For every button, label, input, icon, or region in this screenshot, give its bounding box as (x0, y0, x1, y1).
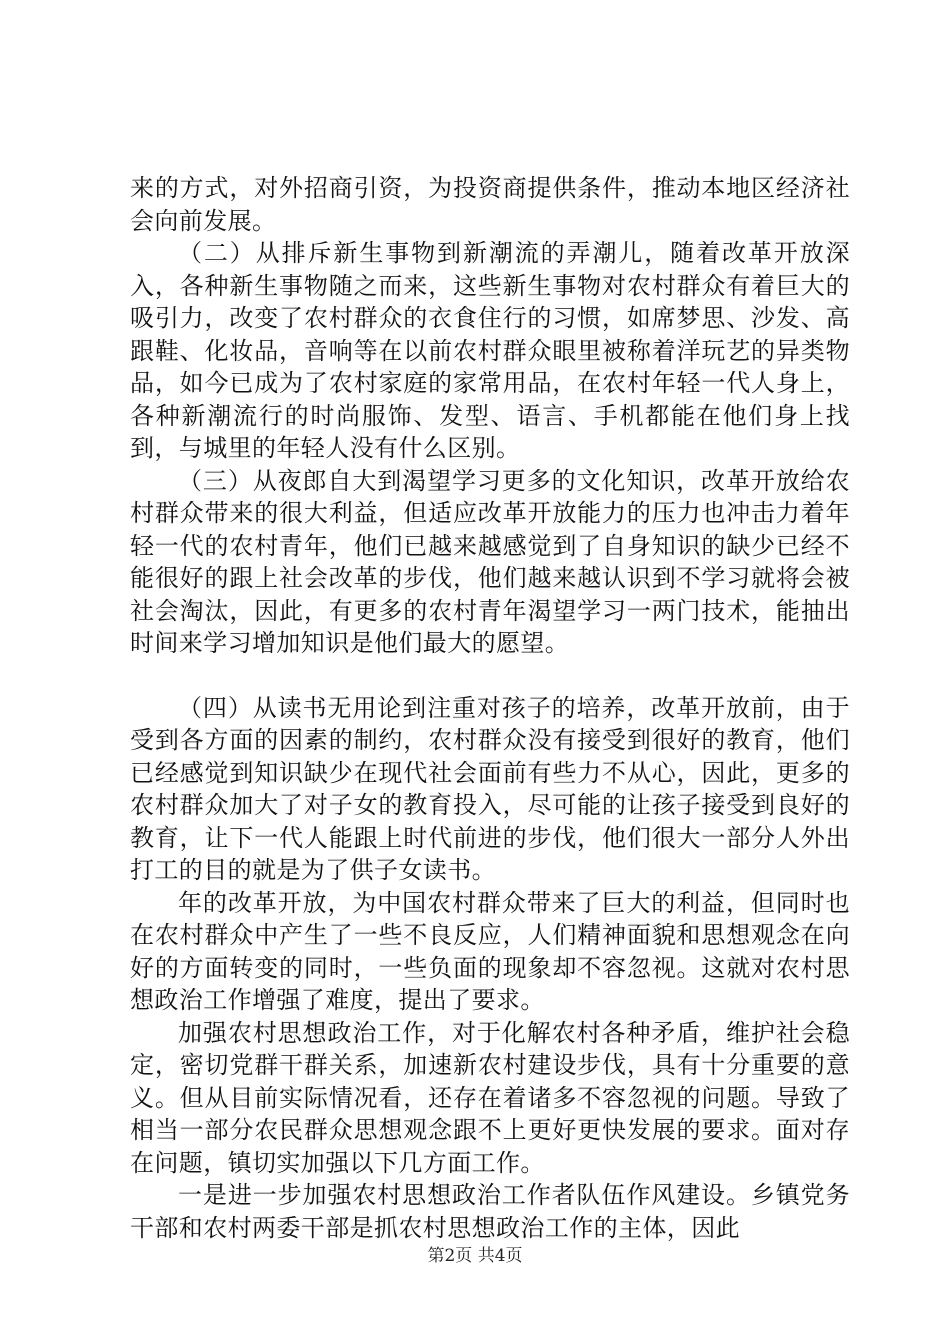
paragraph-section-three: （三）从夜郎自大到渴望学习更多的文化知识，改革开放给农村群众带来的很大利益，但适应改革开放能力的压力也冲击力着年轻一代的农村青年，他们已越来越感觉到了自身知识的缺少已经不能很好的跟上社会改革的步伐，他们越来越认识到不学习就将会被社会淘汰，因此，有更多的农村青年渴望学习一两门技术，能抽出时间来学习增加知识是他们最大的愿望。 (130, 466, 850, 657)
document-body (130, 172, 850, 1244)
paragraph-section-four: （四）从读书无用论到注重对孩子的培养，改革开放前，由于受到各方面的因素的制约，农村群众没有接受到很好的教育，他们已经感觉到知识缺少在现代社会面前有些力不从心，因此，更多的农村群众加大了对子女的教育投入，尽可能的让孩子接受到良好的教育，让下一代人能跟上时代前进的步伐，他们很大一部分人外出打工的目的就是为了供子女读书。 (130, 693, 850, 884)
paragraph-continuation: 来的方式，对外招商引资，为投资商提供条件，推动本地区经济社会向前发展。 (130, 174, 850, 235)
page-footer: 第2页 共4页 (427, 1246, 523, 1266)
paragraph-section-two: （二）从排斥新生事物到新潮流的弄潮儿，随着改革开放深入，各种新生事物随之而来，这些新生事物对农村群众有着巨大的吸引力，改变了农村群众的衣食住行的习惯，如席梦思、沙发、高跟鞋、化妆品，音响等在以前农村群众眼里被称着洋玩艺的异类物品，如今已成为了农村家庭的家常用品，在农村年轻一代人身上，各种新潮流行的时尚服饰、发型、语言、手机都能在他们身上找到，与城里的年轻人没有什么区别。 (130, 239, 850, 462)
paragraph-point-one: 一是进一步加强农村思想政治工作者队伍作风建设。乡镇党务干部和农村两委干部是抓农村思想政治工作的主体，因此 (130, 1181, 850, 1242)
paragraph-reform-summary: 年的改革开放，为中国农村群众带来了巨大的利益，但同时也在农村群众中产生了一些不良反应，人们精神面貌和思想观念在向好的方面转变的同时，一些负面的现象却不容忽视。这就对农村思想政治工作增强了难度，提出了要求。 (130, 888, 850, 1014)
paragraph-strengthen-work: 加强农村思想政治工作，对于化解农村各种矛盾，维护社会稳定，密切党群干群关系，加速新农村建设步伐，具有十分重要的意义。但从目前实际情况看，还存在着诸多不容忽视的问题。导致了相当一部分农民群众思想观念跟不上更好更快发展的要求。面对存在问题，镇切实加强以下几方面工作。 (130, 1018, 850, 1177)
